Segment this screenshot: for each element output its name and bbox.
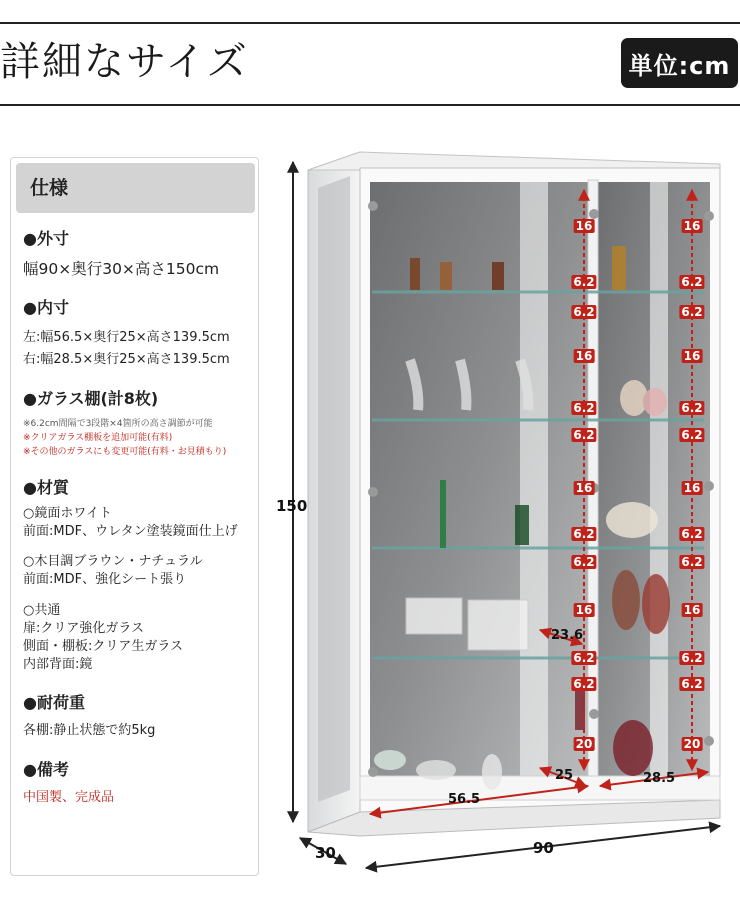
inner-size-right: 右:幅28.5×奥行25×高さ139.5cm [23,352,230,367]
left-height-label: 16 [575,219,593,233]
page-title: 詳細なサイズ [0,39,249,85]
left-height-label: 6.2 [573,428,595,442]
left-height-label: 6.2 [573,555,595,569]
outer-size-label: ●外寸 [23,229,69,248]
left-height-label: 6.2 [573,275,595,289]
right-height-label: 6.2 [681,527,703,541]
left-height-label: 6.2 [573,401,595,415]
material-common-title: ○共通 [23,603,61,618]
right-height-label: 6.2 [681,555,703,569]
right-height-label: 20 [683,737,701,751]
width-label: 90 [533,839,554,857]
header-top-rule [0,22,740,24]
right-height-label: 16 [683,349,701,363]
right-height-label: 16 [683,481,701,495]
right-height-label: 6.2 [681,677,703,691]
right-inner-width-label: 28.5 [643,771,676,786]
glass-note-1: ※6.2cm間隔で3段階×4箇所の高さ調節が可能 [23,419,213,429]
right-height-label: 16 [683,603,701,617]
material-side: 側面・棚板:クリア生ガラス [23,639,183,654]
right-height-label: 6.2 [681,428,703,442]
left-height-label: 20 [575,737,593,751]
left-height-label: 6.2 [573,305,595,319]
outer-size-value: 幅90×奥行30×高さ150cm [23,260,220,278]
notes-value: 中国製、完成品 [23,790,115,805]
left-height-label: 6.2 [573,527,595,541]
inner-depth-label: 25 [555,768,574,783]
left-height-label: 16 [575,603,593,617]
header-bottom-rule [0,104,740,106]
inner-size-left: 左:幅56.5×奥行25×高さ139.5cm [23,330,230,345]
left-mirror-back [370,182,588,782]
notes-label: ●備考 [23,760,69,779]
load-label: ●耐荷重 [23,693,85,712]
load-value: 各棚:静止状態で約5kg [23,723,156,738]
inner-size-label: ●内寸 [23,298,69,317]
glass-note-3: ※その他のガラスにも変更可能(有料・お見積もり) [23,447,227,457]
left-height-label: 16 [575,349,593,363]
material-mirror-title: ○鏡面ホワイト [23,506,112,521]
left-height-label: 6.2 [573,677,595,691]
hinge [368,201,378,211]
material-wood-title: ○木目調ブラウン・ナチュラル [23,554,203,569]
right-height-label: 6.2 [681,651,703,665]
shelf-depth-label: 23.6 [551,628,584,643]
material-wood-front: 前面:MDF、強化シート張り [23,572,187,587]
left-height-label: 16 [575,481,593,495]
depth-label: 30 [315,844,336,862]
right-height-label: 6.2 [681,305,703,319]
left-inner-width-label: 56.5 [448,792,481,807]
left-height-label: 6.2 [573,651,595,665]
material-mirror-front: 前面:MDF、ウレタン塗装鏡面仕上げ [23,524,238,539]
glass-shelf-label: ●ガラス棚(計8枚) [23,389,159,408]
material-back: 内部背面:鏡 [23,657,93,672]
right-height-label: 6.2 [681,401,703,415]
glass-note-2: ※クリアガラス棚板を追加可能(有料) [23,433,173,443]
right-height-label: 6.2 [681,275,703,289]
material-door: 扉:クリア強化ガラス [23,621,144,636]
material-label: ●材質 [23,478,69,497]
unit-badge: 単位:cm [621,38,738,88]
right-height-label: 16 [683,219,701,233]
height-label: 150 [276,497,308,515]
spec-heading: 仕様 [16,163,255,213]
